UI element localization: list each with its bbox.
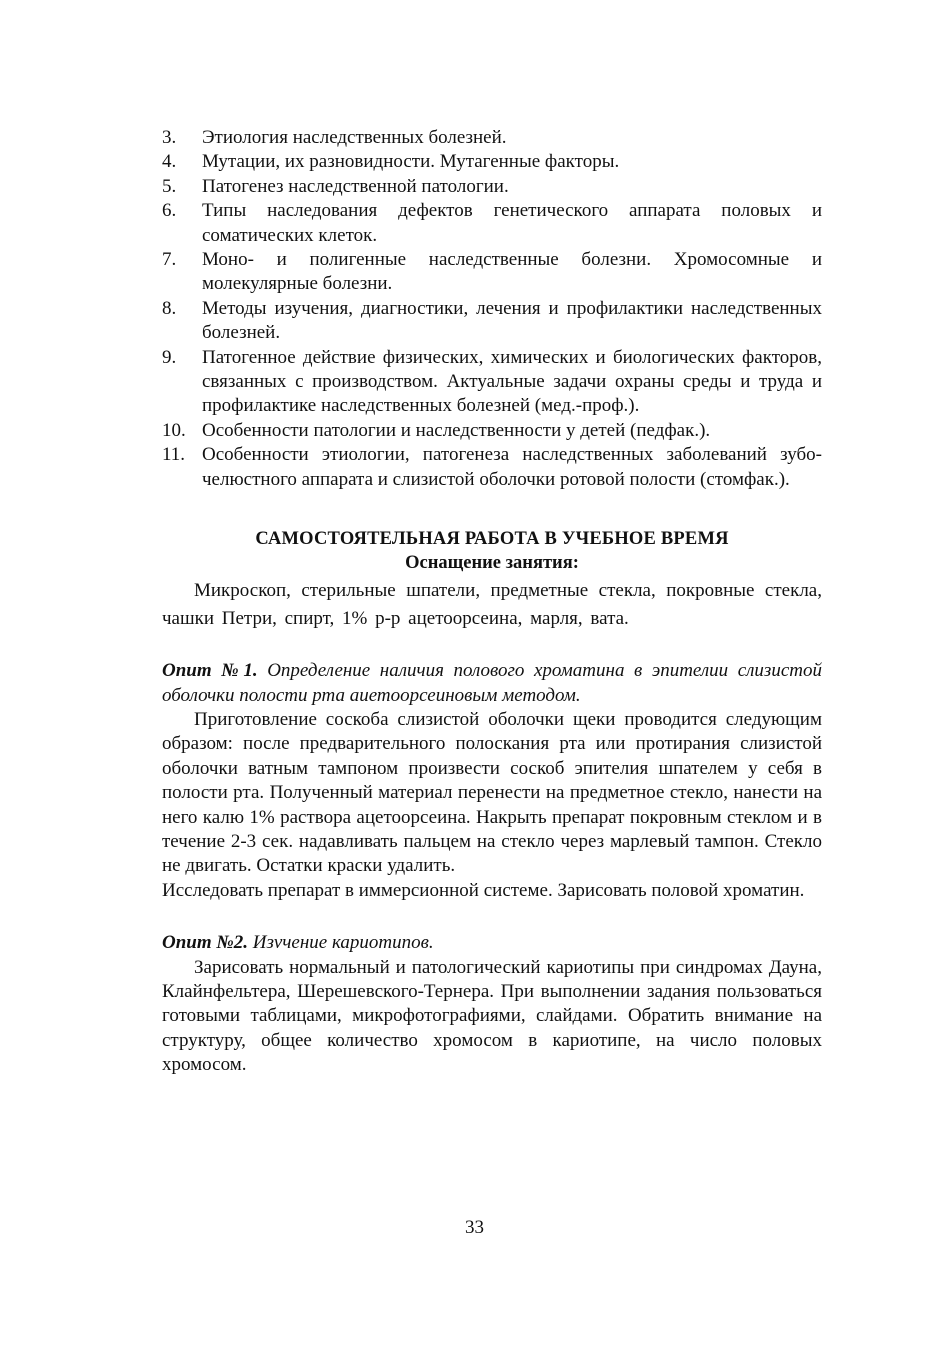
experiment-1-body: [162, 708, 822, 903]
experiment-1-label: Опит №1.: [162, 660, 258, 682]
experiment-1-title: Определение наличия полового хроматина в эпителии слизистой оболочки полости рта аиетоорсеиновым методом.: [162, 660, 822, 706]
question-number: 5.: [162, 175, 177, 197]
question-number: 11.: [162, 444, 186, 466]
question-number: 9.: [162, 346, 177, 368]
experiment-2-body: [162, 956, 822, 1078]
question-text: Моно- и полигенные наследственные болезни. Хромосомные и молекулярные болезни.: [202, 249, 822, 295]
question-number: 10.: [162, 419, 186, 441]
equipment-title: Оснащение занятия:: [405, 553, 579, 574]
question-item: [162, 443, 822, 492]
experiment-1-paragraph: Приготовление соскоба слизистой оболочки щеки проводится следующим образом: после предварительного полоскания рта или протирания слизистой оболочки ватным тампоном произвести соскоб эпителия шпателем у себя в полости рта. Полученный материал перенести на предметное стекло, нанести на него калю 1% раствора ацетоорсеина. Накрыть препарат покровным стеклом и в течение 2-3 сек. надавливать пальцем на стекло через марлевый тампон. Стекло не двигать. Остатки краски удалить.: [162, 708, 822, 877]
question-text: Мутации, их разновидности. Мутагенные факторы.: [202, 151, 620, 173]
experiment-1-paragraph: Исследовать препарат в иммерсионной системе. Зарисовать половой хроматин.: [162, 879, 805, 901]
question-number: 4.: [162, 151, 177, 173]
page-number: 33: [465, 1217, 484, 1238]
question-text: Патогенное действие физических, химических и биологических факторов, связанных с производством. Актуальные задачи охраны среды и труда и профилактике наследственных болезней (мед.-проф.).: [202, 346, 822, 417]
question-number: 6.: [162, 200, 177, 222]
question-list: [162, 126, 822, 492]
question-text: Методы изучения, диагностики, лечения и профилактики наследственных болезней.: [202, 297, 822, 344]
question-text: Этиология наследственных болезней.: [202, 127, 507, 148]
question-number: 8.: [162, 297, 177, 319]
experiment-2-paragraph: Зарисовать нормальный и патологический кариотипы при синдромах Дауна, Клайнфельтера, Шерешевского-Тернера. При выполнении задания пользоваться готовыми таблицами, микрофотографиями, слайдами. Обратить внимание на структуру, общее количество хромосом в кариотипе, на число половых хромосом.: [162, 956, 822, 1076]
question-item: [162, 126, 822, 150]
experiment-2-label: Опит №2.: [162, 932, 249, 954]
question-text: Типы наследования дефектов генетического аппарата половых и соматических клеток.: [202, 200, 822, 246]
question-text: Особенности этиологии, патогенеза наследственных заболеваний зубо-челюстного аппарата и слизистой оболочки ротовой полости (стомфак.).: [202, 444, 822, 490]
question-text: Особенности патологии и наследственности у детей (педфак.).: [202, 419, 711, 441]
equipment-text: Микроскоп, стерильные шпатели, предметные стекла, покровные стекла, чашки Петри, спирт, 1% р-р ацетоорсеина, марля, вата.: [162, 580, 822, 630]
experiment-2-title: Изvчение кариотипов.: [252, 932, 434, 954]
question-number: 3.: [162, 127, 177, 148]
question-item: [162, 199, 822, 248]
question-item: [162, 419, 822, 443]
experiment-1-heading: [162, 659, 822, 708]
question-item: [162, 248, 822, 297]
question-item: [162, 297, 822, 346]
section-title: САМОСТОЯТЕЛЬНАЯ РАБОТА В УЧЕБНОЕ ВРЕМЯ: [255, 529, 729, 550]
page-content: [162, 126, 822, 1078]
question-number: 7.: [162, 249, 177, 271]
question-text: Патогенез наследственной патологии.: [202, 175, 509, 197]
question-item: [162, 175, 822, 199]
question-item: [162, 346, 822, 419]
experiment-2-heading: [162, 931, 822, 955]
question-item: [162, 150, 822, 174]
